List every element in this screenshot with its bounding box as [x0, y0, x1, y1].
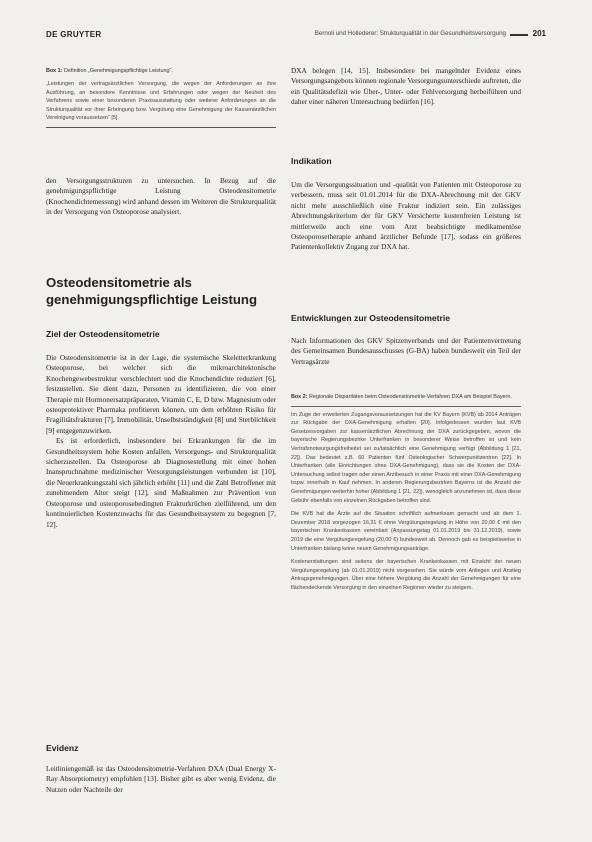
- box2-rule: [291, 406, 521, 407]
- ziel-block: [46, 328, 276, 530]
- evidenz-block: [46, 742, 276, 795]
- section-title: Osteodensitometrie als genehmigungspflichtige Leistung: [46, 275, 257, 307]
- right-column-top: [291, 66, 521, 108]
- paragraph-dxa-evidenz: DXA belegen [14, 15]. Insbesondere bei mangelnder Evidenz eines Versorgungsangebots können regionale Versorgungsunterschiede auftreten, die ein Qualitätsdefizit wie Über-, Unter- oder Fehlversorgung herbeiführen und daher einer näheren Untersuchung bedürfen [16].: [291, 66, 521, 107]
- subheading-evidenz: Evidenz: [46, 743, 79, 753]
- section-heading-block: [46, 274, 276, 308]
- indikation-block: [291, 155, 521, 253]
- page-number: 201: [532, 29, 546, 38]
- box1-label: Box 1:: [46, 68, 63, 74]
- box2-paragraph-3: Kostenerstattungen sind seitens der bayerischen Krankenkassen mit Einsicht der neuen Vergütungsregelung (ab 01.01.2019) nicht vorgesehen. Sie würde vom Anliegen und Anstieg Antragsgenehmigungen. Über eine höhere Vergütung die Anzahl der Genehmigungen für eine flächendeckende Versorgung in den einzelnen Regionen wieder zu steigern.: [291, 559, 521, 591]
- box2-paragraph-1: Im Zuge der erweiterten Zugangsvoraussetzungen hat die KV Bayern (KVB) ab 2014 Anträgen zur Rückgabe der DXA-Genehmigung erhalten [20]. Infolgedessen wurden laut KVB Gesetzesvorgaben zur kassenärztlichen Abrechnung der DXA zurückgegeben, wovon die bayerische Regierungsbezirke Unterfranken in besonderer Weise betroffen ist und kein Vertrafsnotwurgungsfreiheitet sei zu/tatsächlich eine Genehmigung verfügt (Abbildung 1 [21, 22]). Das bedeutet z.B. 60 Patienten fünf Osteologischer Schwerpunktzentren [22]. In Unterfranken (alle Einrichtungen ohne DXA-Genehmigung), dass sie die Kosten der DXA-Untersuchung selbst tragen oder einen Arztbesuch in einer Praxis mit einer DXA-Genehmigung bspw. innerhalb in Kauf nehmen. In anderen Regierungsbezirken Bayerns ist die Anzahl der Genehmigungen weiterhin hoher (Abbildung 1 [21, 22]), wenngleich anzunehmen ist, dass diese Gebühr ebenfalls von einzelnen Rückgaben betroffen sind.: [291, 411, 521, 504]
- paragraph-entwicklungen: Nach Informationen des GKV Spitzenverbands und der Patientenvertretung des Gemeinsamen Bundesausschusses (G-BA) haben bundesweit ein Teil der Vertragsärzte: [291, 336, 521, 366]
- box1-body: „Leistungen der vertragsärztlichen Versorgung, die wegen der Anforderungen an ihre Ausführung, an besondere Kenntnisse und Erfahrungen oder wegen der Neuheit des Verfahrens sowie einer besonderen Praxisausstattung oder weiterer Anforderungen an die Strukturqualität vor ihrer Erbringung bzw. Vergütung eine Genehmigung der Kassenärztlichen Vereinigung voraussetzen“ [5].: [46, 81, 276, 122]
- paragraph-kosten: Es ist erforderlich, insbesondere bei Erkrankungen für die im Gesundheitssystem hohe Kosten anfallen, Versorgungs- und Strukturqualität sicherzustellen. Da Osteoporose ab Diagnosestellung mit einer hohen Inanspruchnahme medizinischer Versorgungsleistungen verbunden ist [10], die Neuerkrankungszahl sich jährlich erhöht [11] und die Zahl Betroffener mit zunehmendem Alter steigt [12], sind Maßnahmen zur Prävention von Osteoporose und osteoporosebedingten Frakturkrüchen zielführend, um den kontinuierlichen Kostenzuwachs für das Gesundheitssystem zu begegnen [7, 12].: [46, 436, 276, 529]
- running-title: Bernoli und Hollederer: Strukturqualität in der Gesundheitsversorgung: [314, 30, 506, 37]
- box2: [291, 393, 521, 597]
- paragraph-evidenz: Leitliniengemäß ist das Osteodensitometrie-Verfahren DXA (Dual Energy X-Ray Absorptiometry) empfohlen [13]. Bisher gibt es aber wenig Evidenz, die Nutzen oder Nachteile der: [46, 764, 276, 794]
- box2-paragraph-2: Die KVB hat die Ärzte auf die Situation schriftlich aufmerksam gemacht und ab dem 1. Dezember 2018 vorgezogen 16,31 € ohne Vergütungsregelung in Höhe von 20,00 € mit den bayerischen Krankenkassen vereinbart (Anpassungstag 01.01.2019 bis 31.12.2019), sowie 2019 die eine Vergütungsregelung (20,00 €) bundesweit ab. Dennoch gab es beispielsweise in Unterfranken bislang keine neuen Genehmigungsanträge.: [291, 511, 521, 552]
- box2-label: Box 2:: [291, 394, 308, 400]
- box1-title: [46, 68, 276, 74]
- subheading-entwicklungen: Entwicklungen zur Osteodensitometrie: [291, 313, 451, 323]
- left-column: [46, 68, 276, 128]
- page-header: [46, 30, 546, 44]
- paragraph-ziel: Die Osteodensitometrie ist in der Lage, die systemische Skeletterkrankung Osteoporose, bei welcher sich die mikroarchitektonische Knochengewebestruktur verschlechtert und die Knochendichte reduziert [6], festzustellen. Sie dient dazu, Personen zu identifizieren, die von einer Therapie mit Hormonersatzpräparaten, Vitamin C, E, D bzw. Magnesium oder osteoprotektiver Pharmaka profitieren können, um dem erhöhten Risiko für Fragilitätsfrakturen [7], Immobilität, Unselbstständigkeit [8] und Sterblichkeit [9] entgegenzuwirken.: [46, 353, 276, 435]
- box1-title-text: Definition „Genehmigungspflichtige Leistung“.: [63, 68, 173, 74]
- entwicklungen-block: [291, 312, 521, 367]
- publisher-name: DE GRUYTER: [46, 30, 102, 39]
- header-rule: [510, 34, 528, 36]
- paragraph-indikation: Um die Versorgungssituation und -qualität von Patienten mit Osteoporose zu verbessern, muss seit 01.01.2014 für die DXA-Abrechnung mit der GKV nicht mehr ausschließlich eine Fraktur indiziert sein. Ein zulässiges Abrechnungskriterium der für GKV Versicherte kostenfreien Leistung ist mittlerweile auch eine vom Arzt beabsichtigte medikamentöse Osteoporosetherapie anhand ärztlicher Befunde [17], sodass ein größeres Patientenkollektiv Zugang zur DXA hat.: [291, 180, 521, 252]
- subheading-ziel: Ziel der Osteodensitometrie: [46, 329, 160, 339]
- box2-title-text: Regionale Disparitäten beim Osteodensitometrie-Verfahren DXA am Beispiel Bayern.: [308, 394, 512, 400]
- box2-title: [291, 393, 521, 402]
- box1-rule: [46, 127, 276, 128]
- left-column-text: [46, 176, 276, 218]
- subheading-indikation: Indikation: [291, 156, 332, 166]
- intro-paragraph: den Versorgungsstrukturen zu untersuchen. In Bezug auf die genehmigungspflichtige Leistung Osteodensitometrie (Knochendichtemessung) wird anhand dessen im Weiteren die Strukturqualität in der Versorgung von Osteoporose analysiert.: [46, 176, 276, 217]
